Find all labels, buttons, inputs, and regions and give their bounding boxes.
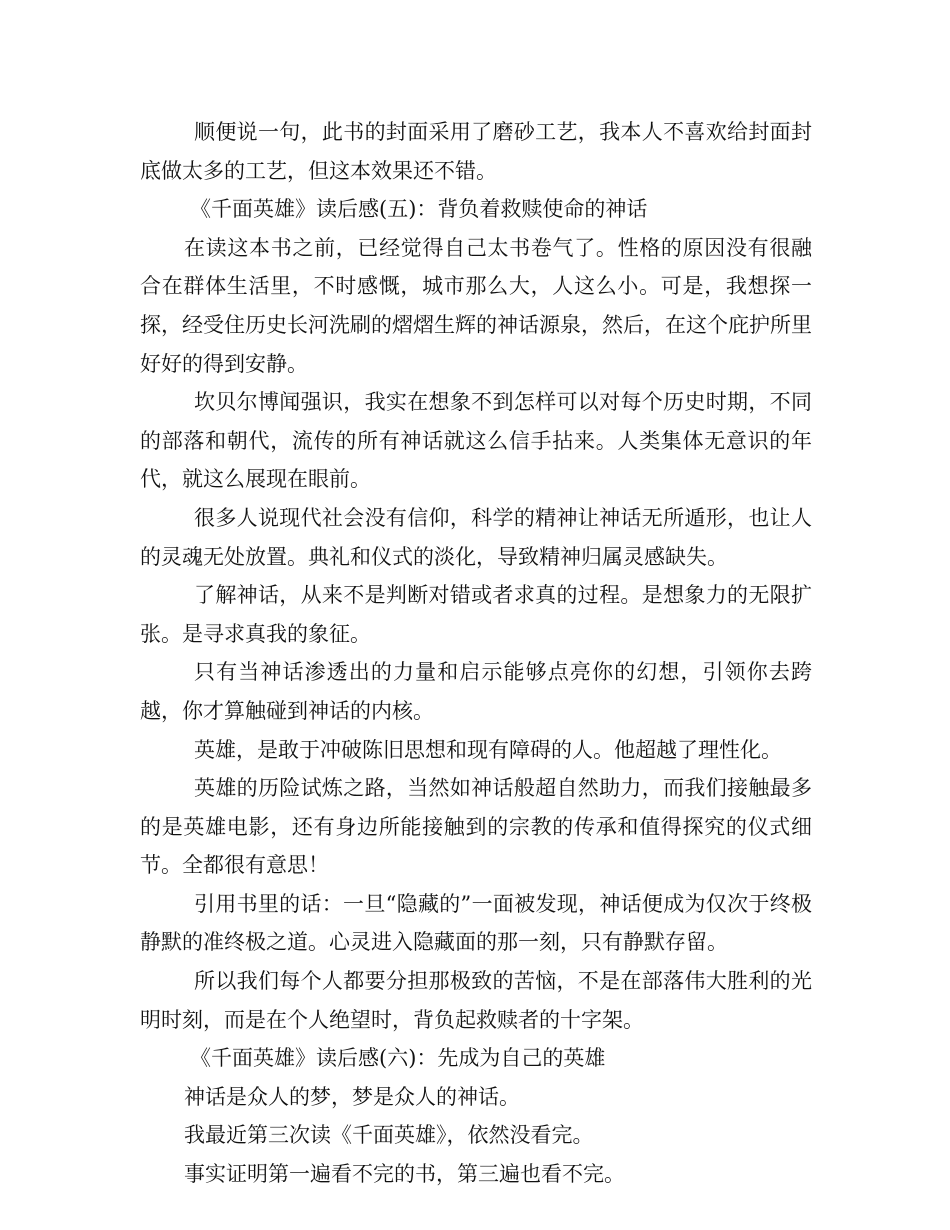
paragraph: 只有当神话渗透出的力量和启示能够点亮你的幻想，引领你去跨越，你才算触碰到神话的内核。 bbox=[140, 660, 812, 723]
paragraph: 神话是众人的梦，梦是众人的神话。 bbox=[184, 1084, 520, 1109]
paragraph: 了解神话，从来不是判断对错或者求真的过程。是想象力的无限扩张。是寻求真我的象征。 bbox=[140, 583, 812, 646]
paragraph: 顺便说一句，此书的封面采用了磨砂工艺，我本人不喜欢给封面封底做太多的工艺，但这本效果还不错。 bbox=[140, 120, 812, 183]
paragraph: 很多人说现代社会没有信仰，科学的精神让神话无所遁形，也让人的灵魂无处放置。典礼和仪式的淡化，导致精神归属灵感缺失。 bbox=[140, 505, 812, 569]
paragraph: 坎贝尔博闻强识，我实在想象不到怎样可以对每个历史时期，不同的部落和朝代，流传的所有神话就这么信手拈来。人类集体无意识的年代，就这么展现在眼前。 bbox=[140, 390, 812, 492]
document-body bbox=[140, 113, 812, 1194]
paragraph: 引用书里的话：一旦“隐藏的”一面被发现，神话便成为仅次于终极静默的准终极之道。心灵进入隐藏面的那一刻，只有静默存留。 bbox=[140, 891, 812, 955]
paragraph: 在读这本书之前，已经觉得自己太书卷气了。性格的原因没有很融合在群体生活里，不时感慨，城市那么大，人这么小。可是，我想探一探，经受住历史长河洗刷的熠熠生辉的神话源泉，然后，在这个庇护所里好好的得到安静。 bbox=[140, 235, 812, 376]
paragraph: 英雄的历险试炼之路，当然如神话般超自然助力，而我们接触最多的是英雄电影，还有身边所能接触到的宗教的传承和值得探究的仪式细节。全都很有意思！ bbox=[140, 776, 812, 878]
paragraph: 我最近第三次读《千面英雄》，依然没看完。 bbox=[184, 1123, 594, 1148]
paragraph: 事实证明第一遍看不完的书，第三遍也看不完。 bbox=[184, 1162, 625, 1187]
section-heading: 《千面英雄》读后感(五)：背负着救赎使命的神话 bbox=[190, 197, 648, 222]
paragraph: 所以我们每个人都要分担那极致的苦恼，不是在部落伟大胜利的光明时刻，而是在个人绝望时，背负起救赎者的十字架。 bbox=[140, 969, 812, 1032]
section-heading: 《千面英雄》读后感(六)：先成为自己的英雄 bbox=[190, 1046, 606, 1071]
paragraph: 英雄，是敢于冲破陈旧思想和现有障碍的人。他超越了理性化。 bbox=[194, 737, 782, 762]
